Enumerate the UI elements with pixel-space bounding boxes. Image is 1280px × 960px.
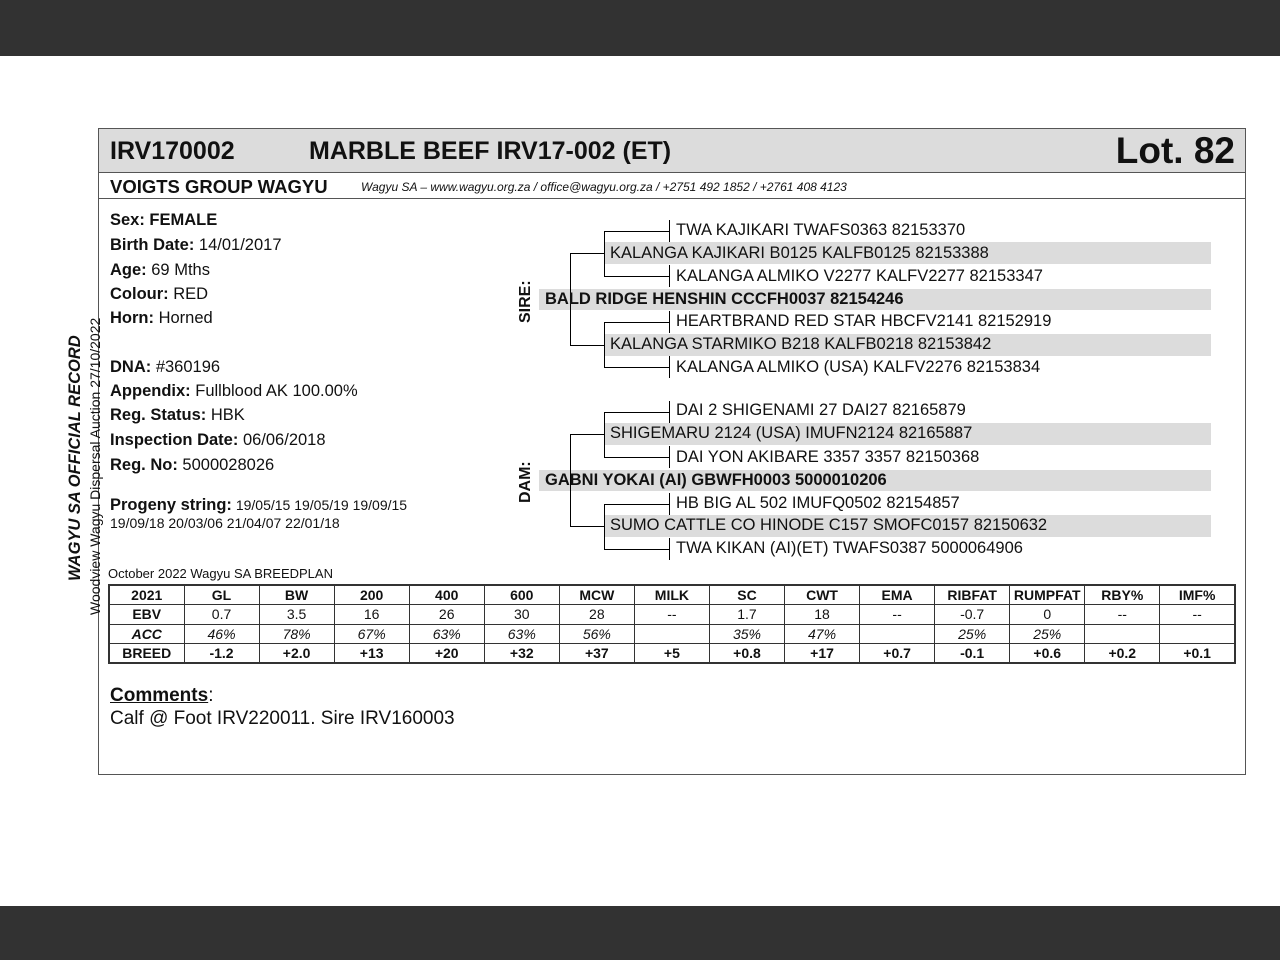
contact-details: Wagyu SA – www.wagyu.org.za / office@wagyu.org.za / +2751 492 1852 / +2761 408 4123	[361, 180, 847, 194]
sire-dam-sire-name: HEARTBRAND RED STAR HBCFV2141 82152919	[676, 312, 1052, 330]
breed-cell: +20	[409, 644, 484, 664]
top-letterbox-bar	[0, 0, 1280, 56]
sire-dam-dam-tick	[669, 356, 670, 378]
age-label: Age:	[110, 261, 147, 279]
dam-dam-dam-tick	[669, 538, 670, 560]
reg-no-line	[110, 456, 274, 475]
sire-dam-branch-vertical	[604, 322, 605, 367]
sire-side-label: SIRE:	[517, 280, 534, 323]
birth-date-label: Birth Date:	[110, 236, 195, 254]
dam-sire-connector	[570, 434, 604, 435]
dam-dam-name: SUMO CATTLE CO HINODE C157 SMOFC0157 82150632	[610, 516, 1048, 534]
ebv-cell: --	[1085, 605, 1160, 625]
dam-dam-sire-name: HB BIG AL 502 IMUFQ0502 82154857	[676, 494, 960, 512]
breed-cell: +0.8	[709, 644, 784, 664]
dam-sire-sire-connector	[604, 412, 669, 413]
dam-name: GABNI YOKAI (AI) GBWFH0003 5000010206	[545, 471, 887, 489]
appendix-label: Appendix:	[110, 382, 191, 400]
ebv-cell: -0.7	[935, 605, 1010, 625]
reg-status-value: HBK	[206, 406, 245, 424]
dam-dam-branch-vertical	[604, 504, 605, 549]
sire-dam-dam-name: KALANGA ALMIKO (USA) KALFV2276 82153834	[676, 358, 1041, 376]
acc-cell: 25%	[1010, 624, 1085, 644]
sire-sire-sire-connector	[604, 231, 669, 232]
header-cell: 200	[334, 585, 409, 605]
horn-value: Horned	[154, 309, 213, 327]
auction-label: Woodview Wagyu Dispersal Auction 27/10/2022	[87, 317, 103, 615]
breed-cell: +0.1	[1160, 644, 1235, 664]
reg-no-label: Reg. No:	[110, 456, 178, 474]
table-row-breed	[109, 644, 1235, 664]
dam-side-label: DAM:	[517, 461, 534, 503]
header-cell: SC	[709, 585, 784, 605]
table-row-ebv	[109, 605, 1235, 625]
progeny-dates-1: 19/05/15 19/05/19 19/09/15	[231, 497, 408, 513]
table-row-acc	[109, 624, 1235, 644]
dam-sire-name: SHIGEMARU 2124 (USA) IMUFN2124 82165887	[610, 424, 973, 442]
lot-record-card	[66, 128, 1246, 775]
dam-sire-dam-connector	[604, 457, 669, 458]
colour-label: Colour:	[110, 285, 169, 303]
sire-name: BALD RIDGE HENSHIN CCCFH0037 82154246	[545, 290, 904, 308]
dam-sire-sire-tick	[669, 401, 670, 423]
header-cell: RIBFAT	[935, 585, 1010, 605]
breed-cell: -1.2	[184, 644, 259, 664]
colour-line	[110, 285, 208, 304]
dam-dam-dam-connector	[604, 549, 669, 550]
dna-label: DNA:	[110, 358, 152, 376]
header-cell: RBY%	[1085, 585, 1160, 605]
animal-id: IRV170002	[110, 137, 235, 165]
reg-status-label: Reg. Status:	[110, 406, 207, 424]
animal-name: MARBLE BEEF IRV17-002 (ET)	[309, 137, 672, 165]
horn-label: Horn:	[110, 309, 154, 327]
ebv-cell: 1.7	[709, 605, 784, 625]
header-cell: CWT	[785, 585, 860, 605]
acc-cell: 63%	[484, 624, 559, 644]
ebv-cell: --	[634, 605, 709, 625]
header-cell: MCW	[559, 585, 634, 605]
appendix-line	[110, 382, 358, 401]
progeny-line-2: 19/09/18 20/03/06 21/04/07 22/01/18	[110, 515, 340, 531]
horn-line	[110, 309, 213, 328]
ebv-cell: 16	[334, 605, 409, 625]
owner-name: VOIGTS GROUP WAGYU	[110, 176, 328, 197]
dam-dam-dam-name: TWA KIKAN (AI)(ET) TWAFS0387 5000064906	[676, 539, 1023, 557]
lot-number: Lot. 82	[1115, 130, 1235, 171]
birth-date-value: 14/01/2017	[194, 236, 282, 254]
ebv-cell: 3.5	[259, 605, 334, 625]
row-label-cell: ACC	[109, 624, 184, 644]
ebv-cell: 0.7	[184, 605, 259, 625]
official-record-label: WAGYU SA OFFICIAL RECORD	[66, 335, 84, 581]
dam-sire-dam-tick	[669, 446, 670, 468]
sire-sire-sire-name: TWA KAJIKARI TWAFS0363 82153370	[676, 221, 966, 239]
breed-cell: +13	[334, 644, 409, 664]
sire-sire-dam-tick	[669, 265, 670, 287]
birth-date-line	[110, 236, 282, 255]
lot-header	[99, 129, 1245, 173]
header-cell: EMA	[860, 585, 935, 605]
ebv-cell: --	[1160, 605, 1235, 625]
comments-colon: :	[208, 685, 214, 706]
dam-sire-branch-vertical	[604, 412, 605, 457]
breed-cell: +0.7	[860, 644, 935, 664]
header-cell: 2021	[109, 585, 184, 605]
acc-cell: 47%	[785, 624, 860, 644]
dam-dam-connector	[570, 526, 604, 527]
breed-cell: -0.1	[935, 644, 1010, 664]
owner-bar	[99, 173, 1245, 199]
header-cell: MILK	[634, 585, 709, 605]
progeny-label: Progeny string:	[110, 496, 232, 514]
inspection-date-line	[110, 431, 326, 450]
dam-sire-dam-name: DAI YON AKIBARE 3357 3357 82150368	[676, 448, 980, 466]
bottom-letterbox-bar	[0, 906, 1280, 960]
acc-cell: 78%	[259, 624, 334, 644]
table-row-header	[109, 585, 1235, 605]
ebv-cell: 18	[785, 605, 860, 625]
header-cell: 600	[484, 585, 559, 605]
age-value: 69 Mths	[146, 261, 210, 279]
acc-cell	[634, 624, 709, 644]
sire-dam-dam-connector	[604, 367, 669, 368]
acc-cell: 25%	[935, 624, 1010, 644]
header-cell: RUMPFAT	[1010, 585, 1085, 605]
ebv-cell: 0	[1010, 605, 1085, 625]
inspection-date-value: 06/06/2018	[238, 431, 326, 449]
header-cell: IMF%	[1160, 585, 1235, 605]
acc-cell	[1160, 624, 1235, 644]
ebv-cell: 26	[409, 605, 484, 625]
ebv-cell: 28	[559, 605, 634, 625]
sire-sire-dam-connector	[604, 276, 669, 277]
row-label-cell: BREED	[109, 644, 184, 664]
dam-dam-sire-tick	[669, 493, 670, 515]
breed-cell: +5	[634, 644, 709, 664]
colour-value: RED	[168, 285, 209, 303]
acc-cell	[860, 624, 935, 644]
sex-label: Sex: FEMALE	[110, 211, 218, 229]
sire-sire-connector	[570, 253, 604, 254]
acc-cell: 67%	[334, 624, 409, 644]
breedplan-title: October 2022 Wagyu SA BREEDPLAN	[108, 566, 333, 581]
row-label-cell: EBV	[109, 605, 184, 625]
acc-cell: 56%	[559, 624, 634, 644]
breedplan-table	[108, 584, 1236, 664]
progeny-line-1	[110, 496, 407, 515]
sire-sire-name: KALANGA KAJIKARI B0125 KALFB0125 82153388	[610, 244, 989, 262]
comments-text: Calf @ Foot IRV220011. Sire IRV160003	[110, 708, 455, 729]
comments-heading	[110, 685, 213, 707]
comments-label: Comments	[110, 685, 209, 706]
sex-line	[110, 211, 217, 230]
header-cell: GL	[184, 585, 259, 605]
ebv-cell: --	[860, 605, 935, 625]
header-cell: 400	[409, 585, 484, 605]
dam-sire-sire-name: DAI 2 SHIGENAMI 27 DAI27 82165879	[676, 401, 966, 419]
inspection-date-label: Inspection Date:	[110, 431, 239, 449]
breed-cell: +0.2	[1085, 644, 1160, 664]
dam-dam-sire-connector	[604, 504, 669, 505]
acc-cell: 63%	[409, 624, 484, 644]
sire-sire-sire-tick	[669, 220, 670, 242]
sire-sire-dam-name: KALANGA ALMIKO V2277 KALFV2277 82153347	[676, 267, 1043, 285]
acc-cell: 46%	[184, 624, 259, 644]
reg-status-line	[110, 406, 245, 425]
sire-dam-name: KALANGA STARMIKO B218 KALFB0218 82153842	[610, 335, 992, 353]
breed-cell: +17	[785, 644, 860, 664]
breed-cell: +2.0	[259, 644, 334, 664]
acc-cell	[1085, 624, 1160, 644]
dna-line	[110, 358, 220, 377]
breed-cell: +0.6	[1010, 644, 1085, 664]
header-cell: BW	[259, 585, 334, 605]
sire-dam-sire-tick	[669, 311, 670, 333]
sire-sire-branch-vertical	[604, 231, 605, 276]
dna-value: #360196	[151, 358, 221, 376]
acc-cell: 35%	[709, 624, 784, 644]
sire-dam-sire-connector	[604, 322, 669, 323]
age-line	[110, 261, 210, 280]
sire-dam-connector	[570, 345, 604, 346]
breed-cell: +32	[484, 644, 559, 664]
appendix-value: Fullblood AK 100.00%	[190, 382, 358, 400]
reg-no-value: 5000028026	[177, 456, 275, 474]
ebv-cell: 30	[484, 605, 559, 625]
breed-cell: +37	[559, 644, 634, 664]
